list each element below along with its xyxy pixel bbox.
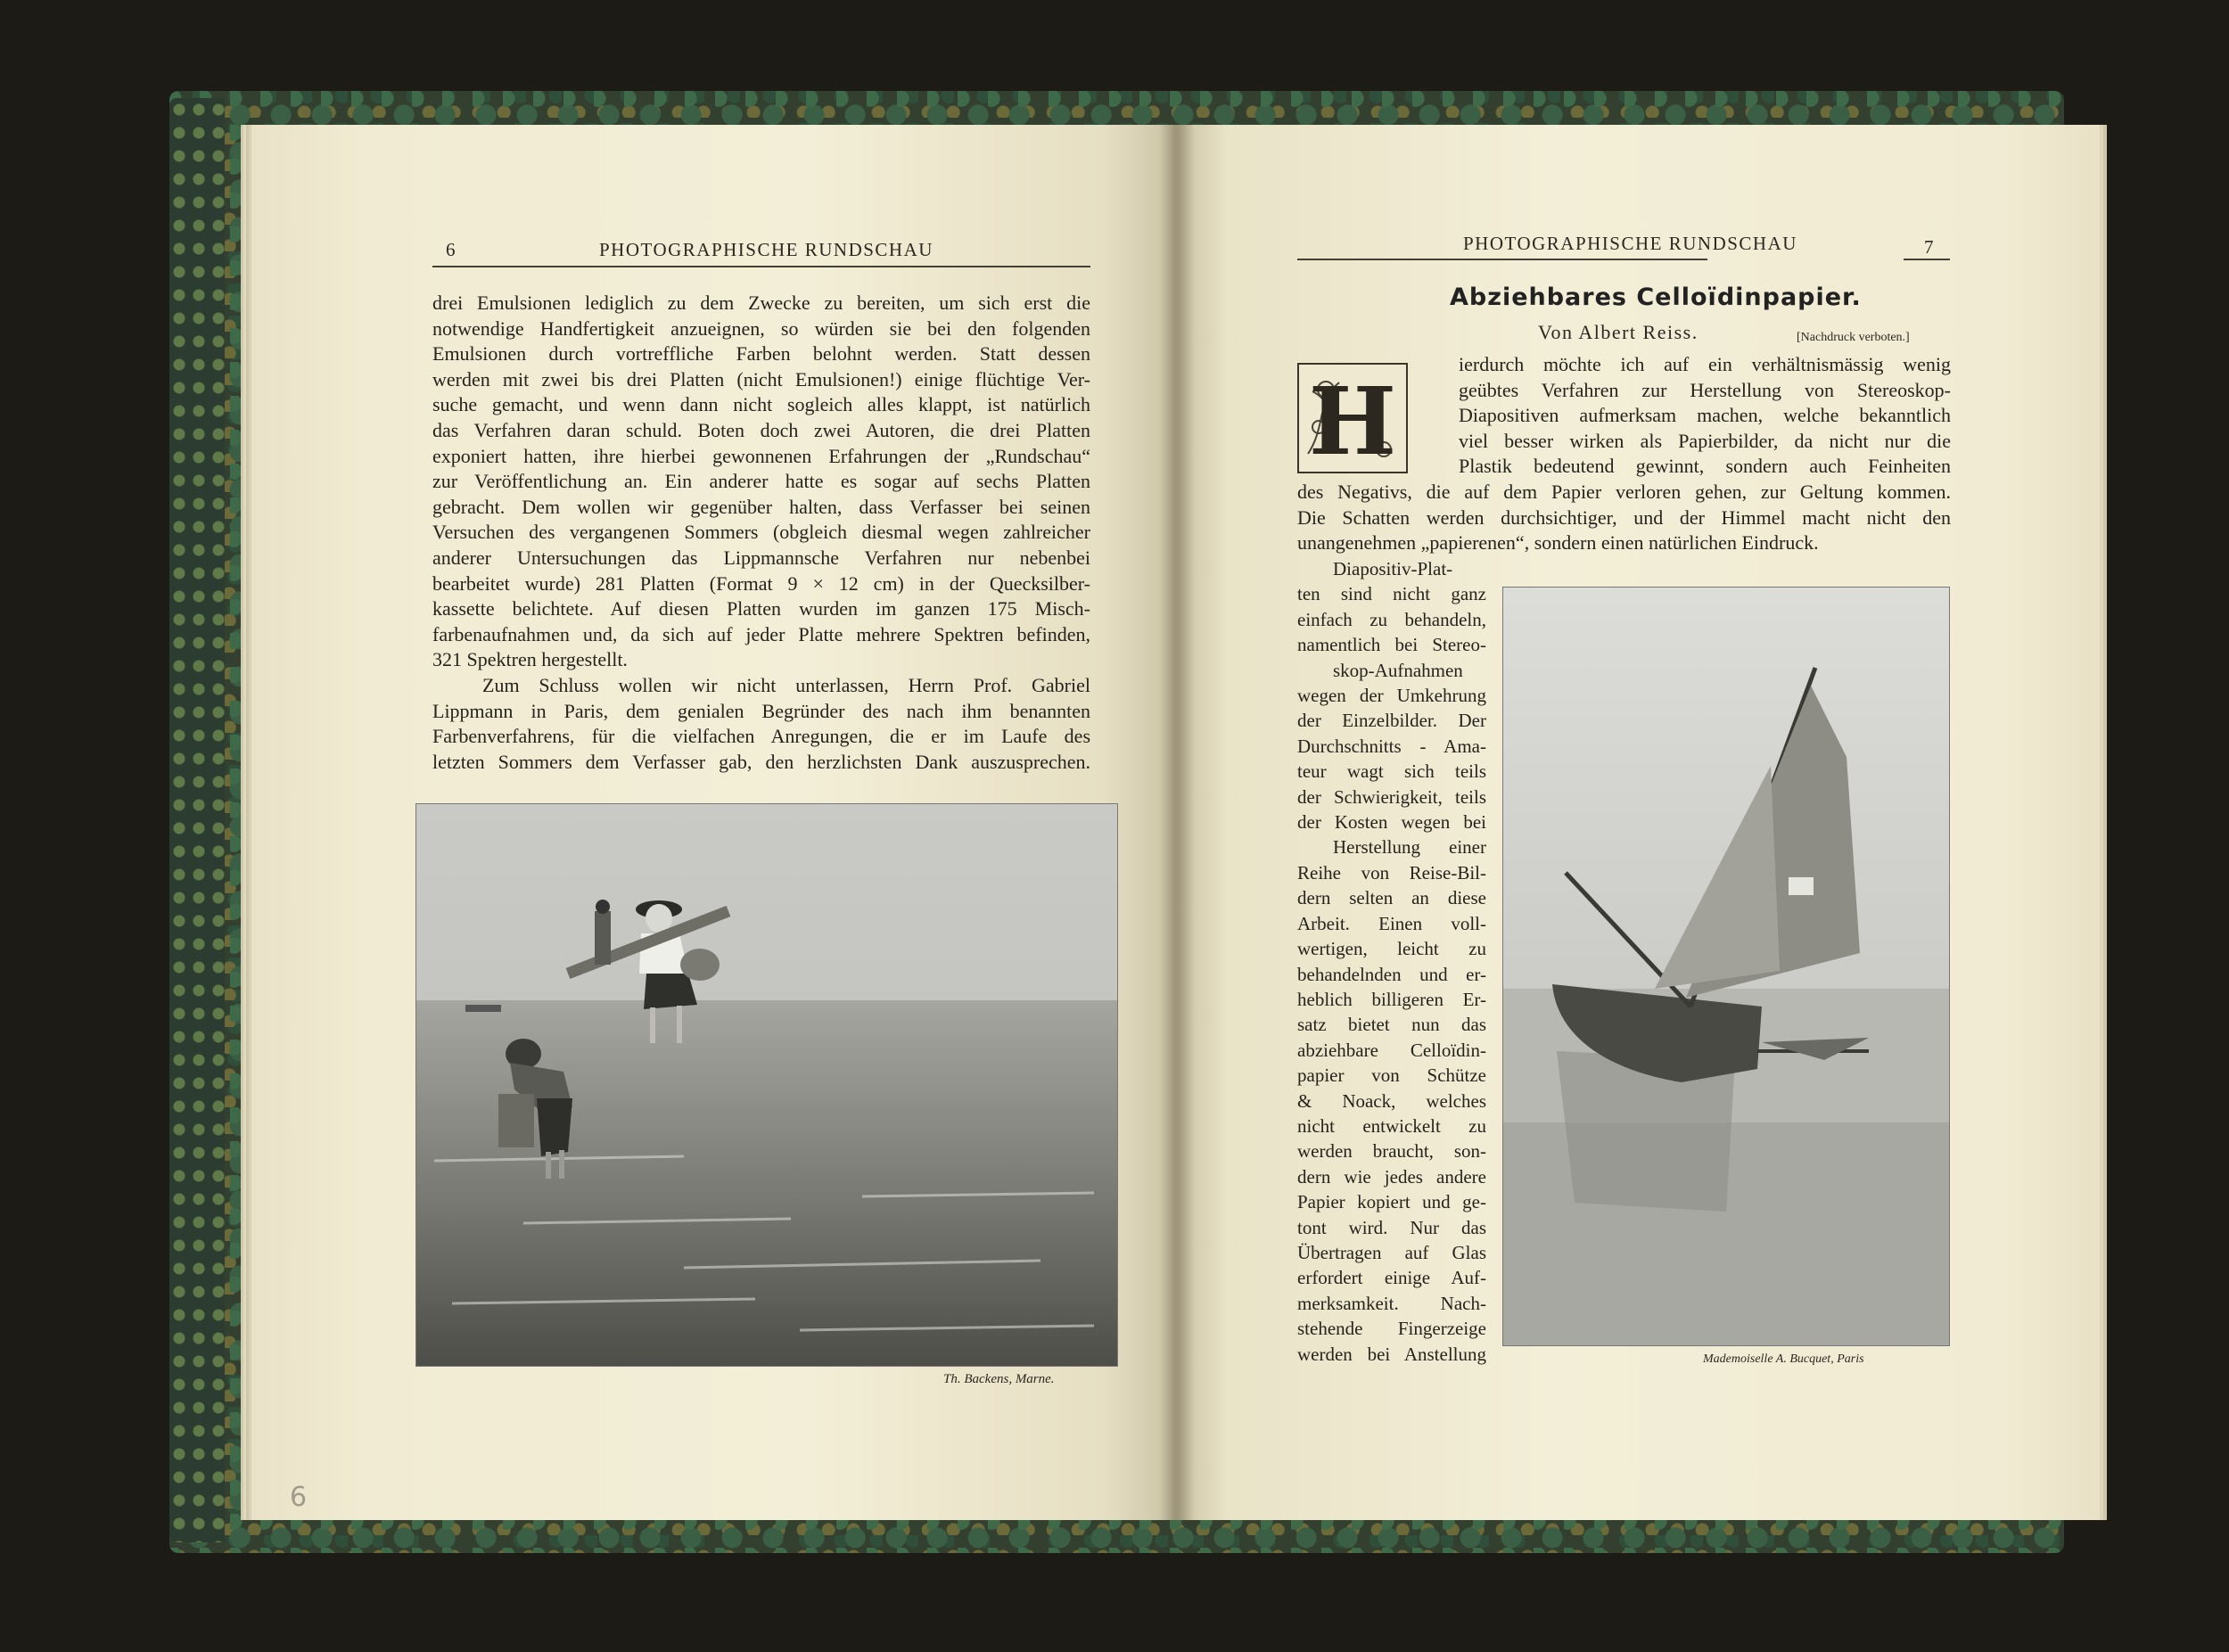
header-rule-right-main [1297,259,1707,260]
reprint-note: [Nachdruck verboten.] [1797,331,1910,344]
text-line: erfordert einige Auf- [1297,1267,1486,1289]
text-line: tont wird. Nur das [1297,1216,1486,1238]
text-line: bearbeitet wurde) 281 Platten (Format 9 × 12 cm) in der Quecksilber- [432,571,1090,595]
drop-cap-initial [1297,363,1408,473]
text-line: abziehbare Celloïdin- [1297,1039,1486,1061]
text-line: farbenaufnahmen und, da sich auf jeder Platte mehrere Spektren befinden, [432,622,1090,645]
sailboat-photo-right [1502,587,1950,1346]
text-line: exponiert hatten, ihre hierbei gewonnenen Erfahrungen der „Rundschau“ [432,444,1090,467]
text-line: Plastik bedeutend gewinnt, sondern auch Feinheiten [1459,455,1951,478]
text-line: werden mit zwei bis drei Platten (nicht Emulsionen!) einige flüchtige Ver- [432,367,1090,390]
article-title: Abziehbares Celloïdinpapier. [1450,284,1862,311]
text-line: kassette belichtete. Auf diesen Platten wurden im ganzen 175 Misch- [432,597,1090,621]
text-line: zur Veröffentlichung an. Ein anderer hatte es sogar auf sechs Platten [432,470,1090,493]
text-line: werden bei Anstellung [1297,1343,1486,1365]
intro-text-beside-drop-cap [1459,352,1951,480]
text-line: Versuchen des vergangenen Sommers (obgleich diesmal wegen zahlreicher [432,521,1090,544]
text-line: der Schwierigkeit, teils [1297,785,1486,808]
left-body-text [432,291,1090,775]
text-line: nicht entwickelt zu [1297,1114,1486,1137]
text-line: geübtes Verfahren zur Herstellung von Stereoskop- [1459,378,1951,401]
running-head-left: PHOTOGRAPHISCHE RUNDSCHAU [599,239,934,260]
text-line: Die Schatten werden durchsichtiger, und der Himmel macht nicht den [1297,505,1951,529]
text-line: wegen der Umkehrung [1297,685,1486,707]
text-line: Reihe von Reise-Bil- [1297,861,1486,884]
author-line: Von Albert Reiss. [1538,321,1698,343]
text-line: anderer Untersuchungen das Lippmannsche Verfahren nur nebenbei [432,546,1090,569]
gutter [1159,125,1195,1520]
text-line: letzten Sommers dem Verfasser gab, den herzlichsten Dank auszusprechen. [432,750,1090,773]
drop-cap-letter: H [1308,366,1397,472]
text-line: werden braucht, son- [1297,1140,1486,1163]
page-number-right: 7 [1924,236,1935,258]
text-line: viel besser wirken als Papierbilder, da nicht nur die [1459,429,1951,452]
text-line: dern wie jedes andere [1297,1165,1486,1188]
text-line: der Einzelbilder. Der [1297,710,1486,732]
library-pencil-mark: 6 [290,1482,308,1513]
text-line: Diapositiv-Plat- [1333,558,1453,579]
text-line: teur wagt sich teils [1297,760,1486,783]
text-line: das Verfahren daran schuld. Boten doch zwei Autoren, die drei Platten [432,418,1090,441]
text-line: unangenehmen „papierenen“, sondern einen natürlichen Eindruck. [1297,531,1819,555]
text-line: ten sind nicht ganz [1297,583,1486,605]
page-number-left: 6 [446,239,456,260]
cover-edge [169,98,225,1542]
text-line: 321 Spektren hergestellt. [432,648,628,671]
text-line: stehende Fingerzeige [1297,1318,1486,1340]
text-line: satz bietet nun das [1297,1014,1486,1036]
text-line: einfach zu behandeln, [1297,608,1486,630]
text-line: suche gemacht, und wenn dann nicht sogleich alles klappt, ist natürlich [432,393,1090,416]
text-line: behandelnden und er- [1297,963,1486,985]
text-line: namentlich bei Stereo- [1297,634,1486,656]
text-line: dern selten an diese [1297,887,1486,909]
text-line: gebracht. Dem wollen wir gegenüber halten, dass Verfasser bei seinen [432,495,1090,518]
beach-photo-left [415,803,1118,1367]
text-line: merksamkeit. Nach- [1297,1292,1486,1314]
text-line: Arbeit. Einen voll- [1297,912,1486,934]
text-line: Herstellung einer [1333,836,1486,859]
text-line: Zum Schluss wollen wir nicht unterlassen, Herrn Prof. Gabriel [482,673,1090,696]
text-line: des Negativs, die auf dem Papier verloren gehen, zur Geltung kommen. [1297,481,1951,503]
text-line: heblich billigeren Er- [1297,988,1486,1010]
text-line: wertigen, leicht zu [1297,938,1486,960]
text-line: Durchschnitts - Ama- [1297,735,1486,757]
floral-ornament-icon [1299,365,1406,472]
photo-caption-left: Th. Backens, Marne. [943,1372,1055,1386]
photo-caption-right: Mademoiselle A. Bucquet, Paris [1703,1352,1864,1366]
beach-scene-image [416,804,1117,1366]
text-line: Papier kopiert und ge- [1297,1191,1486,1213]
text-line: der Kosten wegen bei [1297,811,1486,834]
sailboat-image [1503,588,1949,1345]
text-line: drei Emulsionen lediglich zu dem Zwecke zu bereiten, um sich erst die [432,292,1090,314]
text-line: ierdurch möchte ich auf ein verhältnismässig wenig [1459,353,1951,375]
header-rule-right-short [1904,259,1950,260]
full-width-text [1297,480,1951,556]
text-line: Diapositiven aufmerksam machen, welche bekanntlich [1459,404,1951,427]
narrow-column-text [1297,556,1486,1367]
text-line: Farbenverfahrens, für die vielfachen Anregungen, die er im Laufe des [432,725,1090,748]
text-line: papier von Schütze [1297,1064,1486,1087]
text-line: & Noack, welches [1297,1089,1486,1112]
text-line: notwendige Handfertigkeit anzueignen, so würden sie bei den folgenden [432,316,1090,340]
text-line: Emulsionen durch vortreffliche Farben belohnt werden. Statt dessen [432,342,1090,366]
running-head-right: PHOTOGRAPHISCHE RUNDSCHAU [1463,233,1797,254]
text-line: Lippmann in Paris, dem genialen Begründer des nach ihm benannten [432,699,1090,722]
text-line: Übertragen auf Glas [1297,1241,1486,1263]
text-line: skop-Aufnahmen [1333,659,1463,681]
header-rule-left [432,266,1090,267]
